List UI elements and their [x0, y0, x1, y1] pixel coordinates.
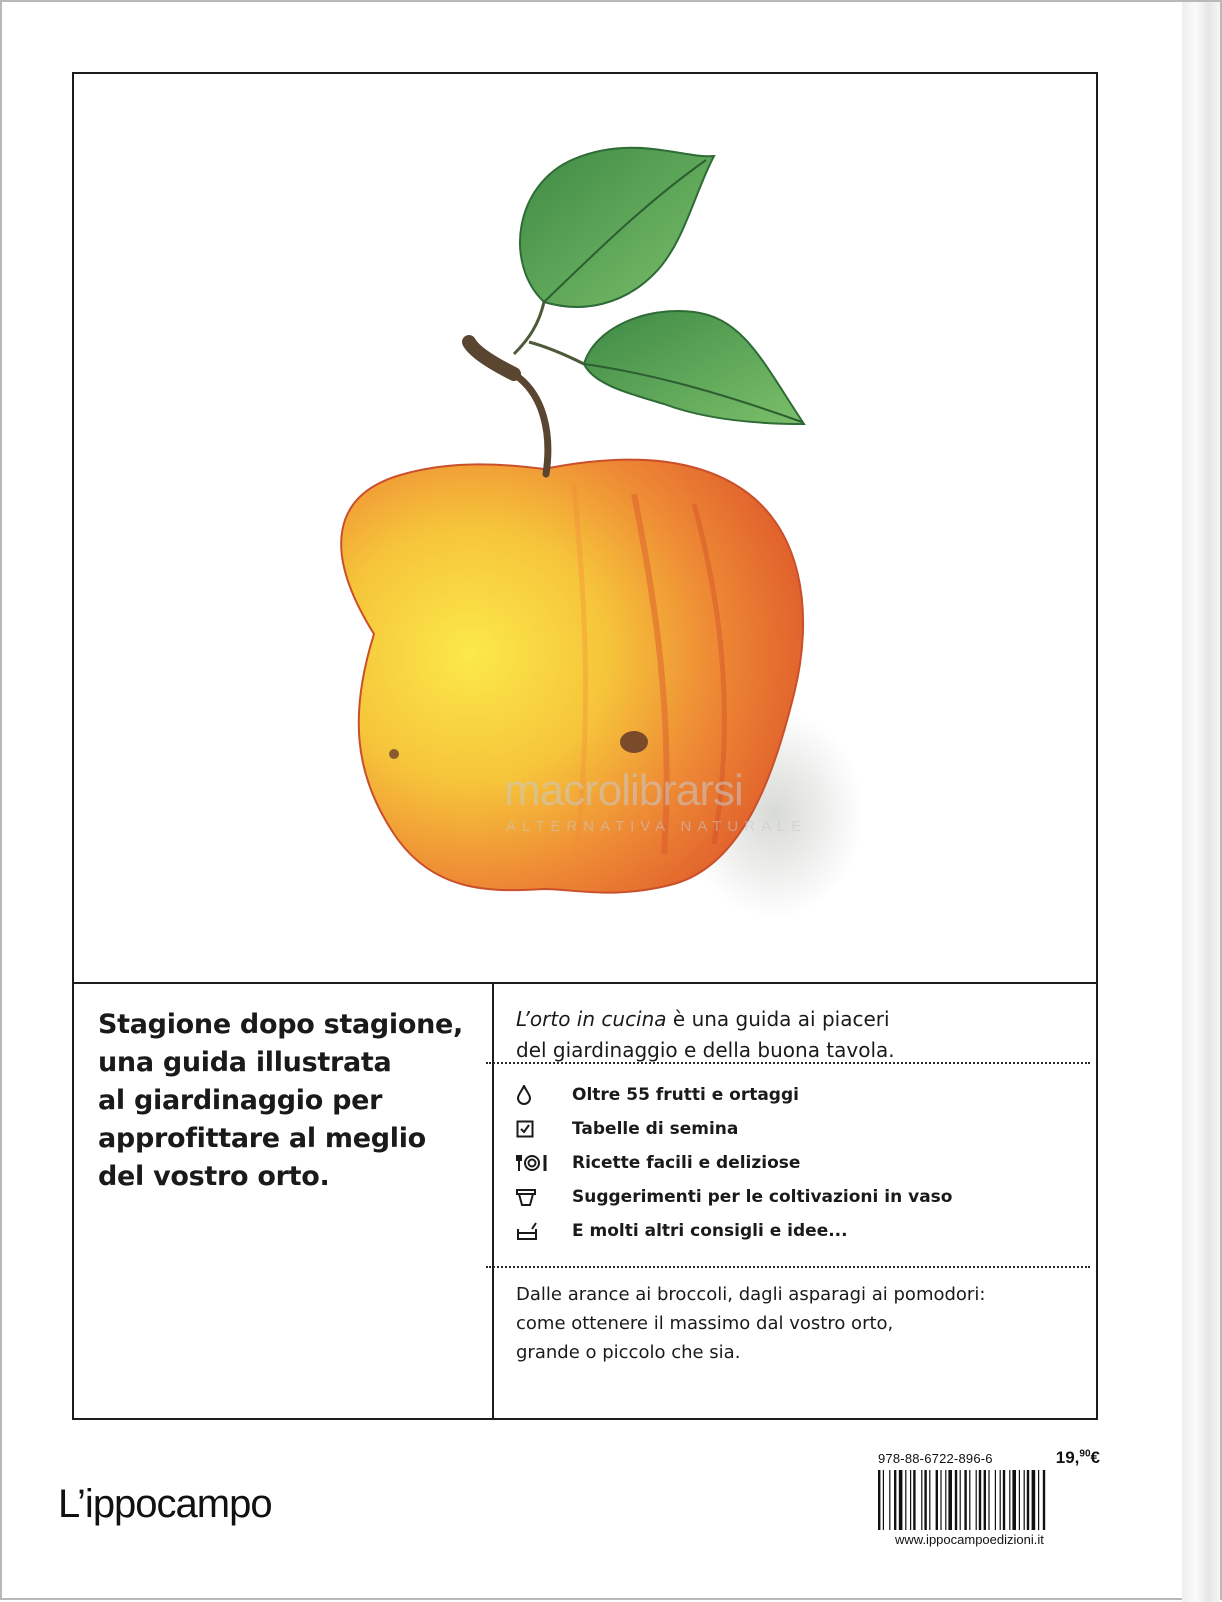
price — [1056, 1448, 1100, 1468]
barcode-bar — [894, 1470, 896, 1530]
barcode-bar — [1000, 1470, 1001, 1530]
barcode-bar — [945, 1470, 946, 1530]
feature-item — [516, 1078, 1076, 1112]
barcode-bar — [929, 1470, 930, 1530]
feature-item — [516, 1180, 1076, 1214]
barcode-bar — [984, 1470, 986, 1530]
checkbox-icon — [516, 1117, 572, 1141]
barcode-bar — [936, 1470, 938, 1530]
feature-item — [516, 1146, 1076, 1180]
closing-line: grande o piccolo che sia. — [516, 1342, 741, 1363]
lower-leaf — [584, 311, 804, 424]
barcode-bar — [1038, 1470, 1039, 1530]
intro-line: è una guida ai piaceri — [666, 1007, 890, 1031]
closing-line: Dalle arance ai broccoli, dagli asparagi ai pomodori: — [516, 1284, 986, 1305]
tagline-line: approfittare al meglio — [98, 1123, 426, 1154]
isbn-number: 978-88-6722-896-6 — [878, 1451, 993, 1466]
garden-bed-icon — [516, 1219, 572, 1243]
barcode-bar — [988, 1470, 989, 1530]
barcode-bar — [1032, 1470, 1036, 1530]
closing-text — [516, 1280, 1076, 1367]
tagline-line: una guida illustrata — [98, 1047, 392, 1078]
watermark-brand: macrolibrarsi — [504, 766, 743, 815]
barcode-bar — [960, 1470, 961, 1530]
spine-edge — [1182, 2, 1220, 1602]
apple-blemish — [620, 731, 648, 753]
closing-line: come ottenere il massimo dal vostro orto, — [516, 1313, 894, 1334]
book-title: L’orto in cucina — [516, 1007, 667, 1031]
watermark-tagline: ALTERNATIVA NATURALE — [506, 818, 808, 835]
price-currency: € — [1090, 1448, 1100, 1467]
fork-plate-knife-icon — [516, 1151, 572, 1175]
upper-leaf — [520, 148, 714, 307]
dotted-divider — [486, 1266, 1090, 1268]
tagline-text — [98, 1006, 478, 1196]
apple-illustration — [74, 74, 1096, 982]
barcode-bar — [1012, 1470, 1016, 1530]
price-cents: 90 — [1079, 1448, 1091, 1460]
barcode-bar — [1043, 1470, 1045, 1530]
barcode-bar — [979, 1470, 981, 1530]
barcode-bar — [1027, 1470, 1029, 1530]
publisher-website: www.ippocampoedizioni.it — [895, 1532, 1044, 1547]
barcode-bar — [889, 1470, 890, 1530]
feature-item — [516, 1112, 1076, 1146]
barcode-bar — [1024, 1470, 1025, 1530]
feature-label: Oltre 55 frutti e ortaggi — [572, 1085, 799, 1105]
barcode-bar — [899, 1470, 903, 1530]
vertical-divider — [492, 984, 494, 1418]
barcode-bar — [905, 1470, 906, 1530]
tagline-block — [98, 1006, 478, 1196]
barcode-bar — [940, 1470, 941, 1530]
tagline-line: del vostro orto. — [98, 1161, 330, 1192]
price-main: 19, — [1055, 1448, 1080, 1467]
feature-item — [516, 1214, 1076, 1248]
intro-line: del giardinaggio e della buona tavola. — [516, 1038, 895, 1062]
water-drop-icon — [516, 1083, 572, 1107]
barcode-bar — [1003, 1470, 1005, 1530]
barcode — [878, 1470, 1100, 1530]
barcode-bar — [969, 1470, 970, 1530]
tagline-line: al giardinaggio per — [98, 1085, 383, 1116]
feature-label: E molti altri consigli e idee... — [572, 1221, 848, 1241]
barcode-bar — [878, 1470, 880, 1530]
barcode-bar — [964, 1470, 966, 1530]
feature-label: Suggerimenti per le coltivazioni in vaso — [572, 1187, 953, 1207]
intro-text — [516, 1004, 1076, 1066]
barcode-bar — [948, 1470, 952, 1530]
horizontal-divider — [74, 982, 1096, 984]
barcode-bar — [1009, 1470, 1010, 1530]
barcode-bar — [955, 1470, 957, 1530]
intro-block — [516, 1004, 1076, 1066]
flower-pot-icon — [516, 1185, 572, 1209]
barcode-bar — [913, 1470, 915, 1530]
publisher-logo: L’ippocampo — [58, 1482, 272, 1526]
barcode-bar — [995, 1470, 996, 1530]
isbn-price-row — [878, 1448, 1100, 1468]
content-frame — [72, 72, 1098, 1420]
tagline-line: Stagione dopo stagione, — [98, 1009, 464, 1040]
feature-label: Ricette facili e deliziose — [572, 1153, 801, 1173]
feature-label: Tabelle di semina — [572, 1119, 739, 1139]
barcode-bar — [976, 1470, 977, 1530]
barcode-bar — [883, 1470, 884, 1530]
barcode-bar — [921, 1470, 922, 1530]
barcode-bar — [924, 1470, 926, 1530]
barcode-bar — [910, 1470, 911, 1530]
dotted-divider — [486, 1062, 1090, 1064]
features-list — [516, 1078, 1076, 1248]
barcode-bar — [1019, 1470, 1020, 1530]
